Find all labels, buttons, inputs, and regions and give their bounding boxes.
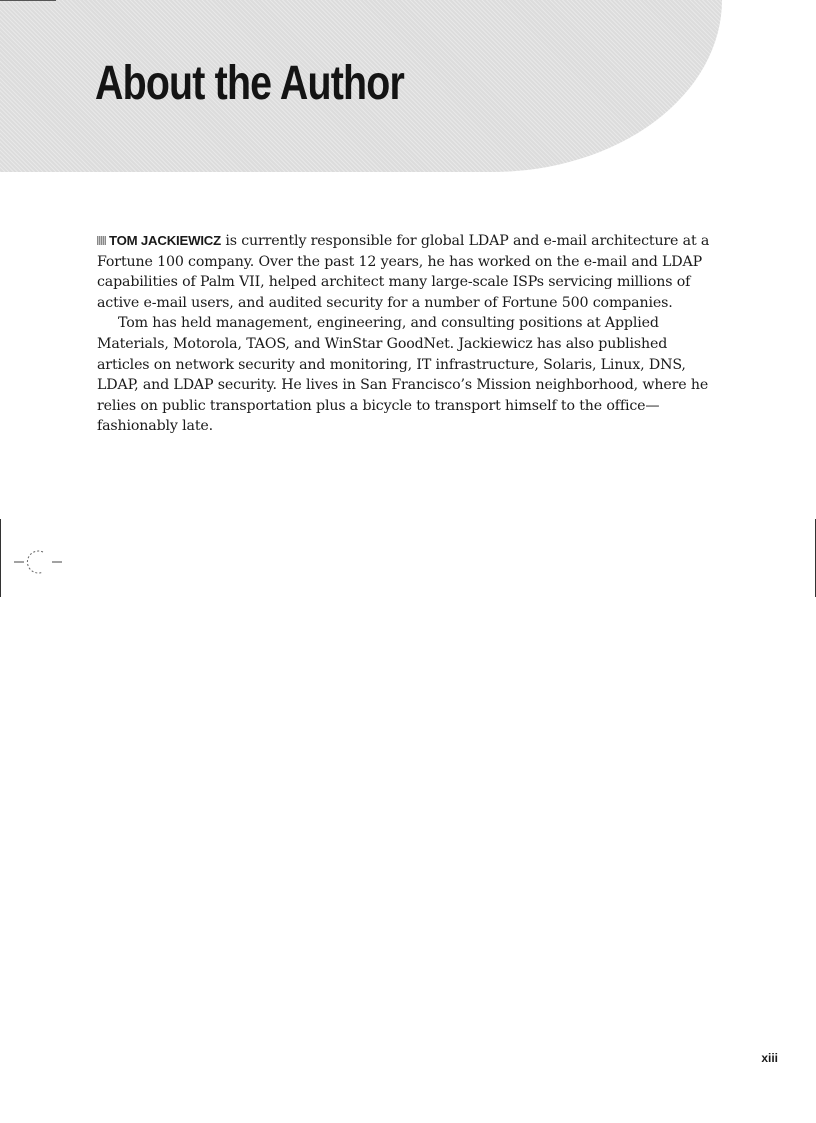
top-rule [0, 0, 56, 1]
square-bullet-icon [97, 236, 106, 245]
bio-paragraph-2: Tom has held management, engineering, and consulting positions at Applied Materials, Motorola, TAOS, and WinStar GoodNet. Jackiewicz has also published articles on network security and monitoring, IT infrastructure, Solaris, Linux, DNS, LDAP, and LDAP security. He lives in San Francisco’s Mission neighborhood, where he relies on public transportation plus a bicycle to transport himself to the office—fashionably late. [97, 315, 709, 435]
author-name: TOM JACKIEWICZ [109, 233, 221, 248]
page-number: xiii [761, 1051, 778, 1065]
author-bio [97, 231, 723, 437]
bio-paragraph-1 [97, 231, 723, 313]
chapter-title: About the Author [95, 57, 404, 110]
left-edge-line [0, 519, 1, 597]
registration-mark-icon [14, 549, 64, 575]
bio-paragraph-1-text: is currently responsible for global LDAP and e-mail architecture at a Fortune 100 company. Over the past 12 years, he has worked on the e-mail and LDAP capabilities of Palm VII, helped architect many large-scale ISPs servicing millions of active e-mail users, and audited security for a number of Fortune 500 companies. [97, 233, 710, 311]
